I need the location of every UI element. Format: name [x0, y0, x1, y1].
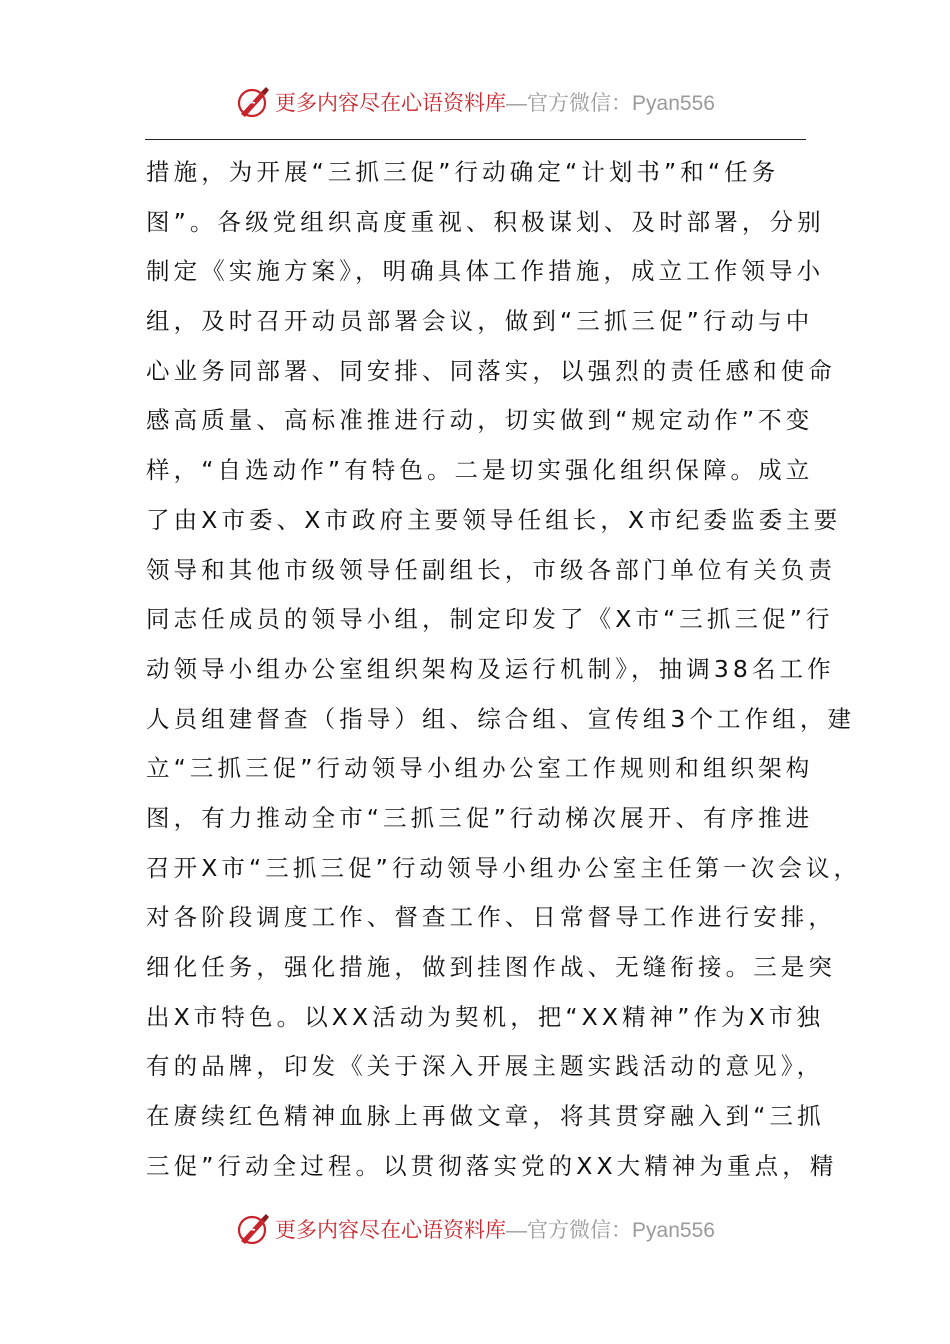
text-line: 图，有力推动全市“三抓三促”行动梯次展开、有序推进: [146, 803, 814, 832]
header-banner-text: 更多内容尽在心语资料库—官方微信：Pyan556: [275, 91, 715, 115]
header-wechat-text: —官方微信：Pyan556: [506, 92, 715, 115]
footer-banner-text: 更多内容尽在心语资料库—官方微信：Pyan556: [275, 1218, 715, 1242]
text-line: 图”。各级党组织高度重视、积极谋划、及时部署，分别: [146, 207, 825, 236]
text-line: 心业务同部署、同安排、同落实，以强烈的责任感和使命: [146, 356, 836, 385]
text-line: 细化任务，强化措施，做到挂图作战、无缝衔接。三是突: [146, 953, 836, 981]
text-line: 人员组建督查（指导）组、综合组、宣传组3个工作组，建: [146, 704, 856, 733]
text-line: 样，“自选动作”有特色。二是切实强化组织保障。成立: [146, 456, 814, 485]
text-line: 了由X市委、X市政府主要领导任组长，X市纪委监委主要: [146, 505, 842, 534]
pen-logo-icon: [235, 1211, 271, 1247]
text-line: 措施，为开展“三抓三促”行动确定“计划书”和“任务: [146, 158, 780, 186]
text-line: 有的品牌，印发《关于深入开展主题实践活动的意见》，: [146, 1052, 825, 1081]
header-divider: [145, 139, 806, 140]
text-line: 领导和其他市级领导任副组长，市级各部门单位有关负责: [146, 555, 836, 584]
footer-banner: [0, 1207, 950, 1251]
text-line: 出X市特色。以XX活动为契机，把“XX精神”作为X市独: [146, 1002, 825, 1031]
text-line: 召开X市“三抓三促”行动领导小组办公室主任第一次会议，: [146, 853, 862, 882]
text-line: 制定《实施方案》，明确具体工作措施，成立工作领导小: [146, 257, 825, 286]
text-line: 对各阶段调度工作、督查工作、日常督导工作进行安排，: [146, 903, 836, 932]
header-banner: [0, 80, 950, 124]
text-line: 三促”行动全过程。以贯彻落实党的XX大精神为重点，精: [146, 1151, 838, 1180]
footer-wechat-text: —官方微信：Pyan556: [506, 1219, 715, 1242]
pen-logo-icon: [235, 84, 271, 120]
text-line: 感高质量、高标准推进行动，切实做到“规定动作”不变: [146, 406, 814, 435]
text-line: 同志任成员的领导小组，制定印发了《X市“三抓三促”行: [146, 605, 834, 634]
text-line: 动领导小组办公室组织架构及运行机制》，抽调38名工作: [146, 654, 835, 683]
text-line: 在赓续红色精神血脉上再做文章，将其贯穿融入到“三抓: [146, 1102, 825, 1131]
document-body: [146, 148, 862, 1191]
text-line: 立“三抓三促”行动领导小组办公室工作规则和组织架构: [146, 754, 814, 783]
text-line: 组，及时召开动员部署会议，做到“三抓三促”行动与中: [146, 307, 814, 336]
